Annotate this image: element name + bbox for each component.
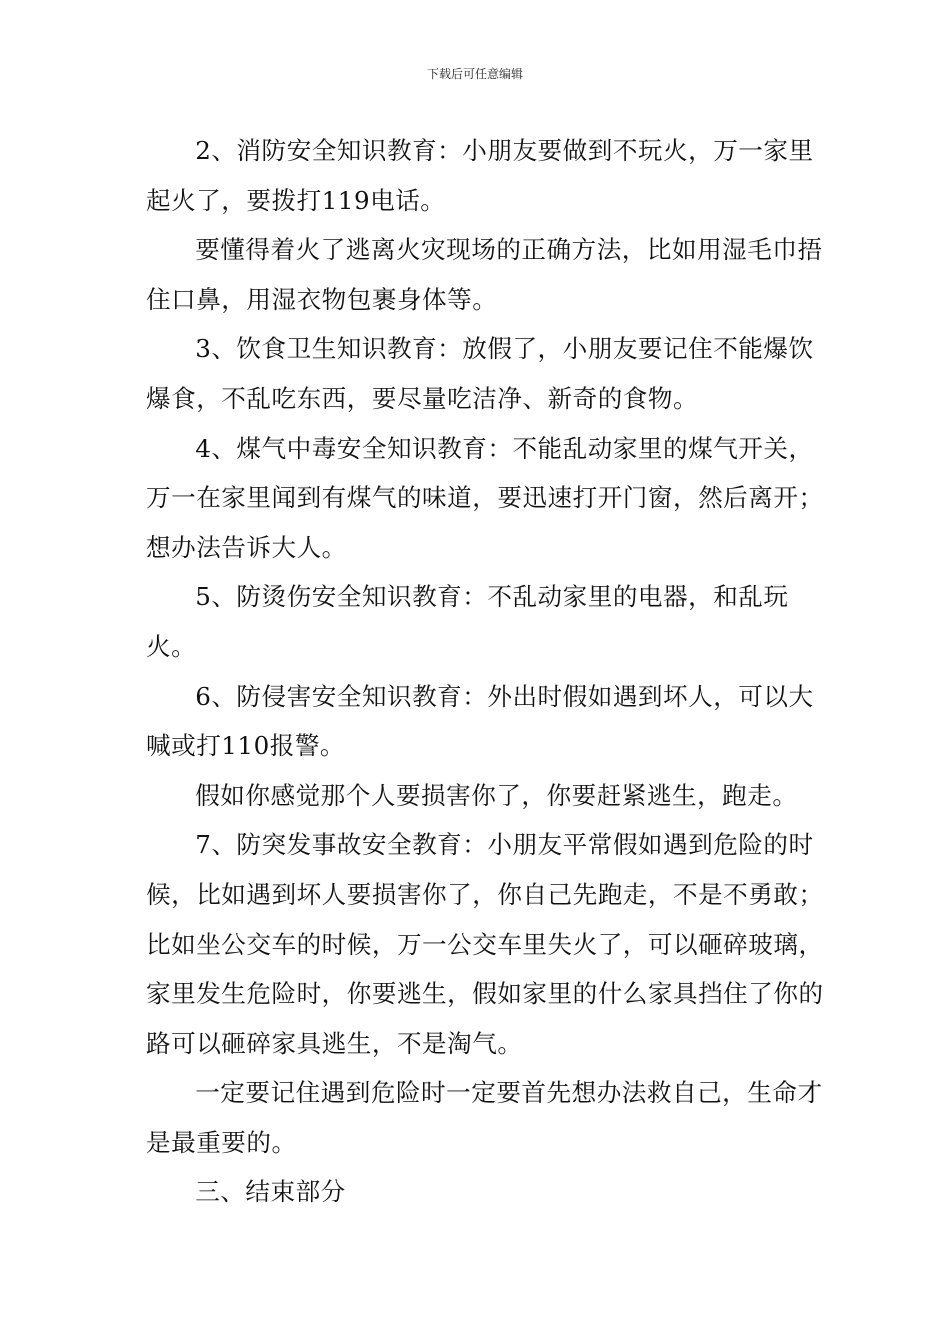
paragraph-gas-poisoning: 4、煤气中毒安全知识教育：不能乱动家里的煤气开关，万一在家里闻到有煤气的味道，要迅速打开门窗，然后离开；想办法告诉大人。 [146,433,824,562]
document-body [146,126,826,1217]
page-header: 下载后可任意编辑 [426,67,523,81]
section-heading-conclusion: 三、结束部分 [195,1177,346,1207]
paragraph-emergency-safety: 7、防突发事故安全教育：小朋友平常假如遇到危险的时候，比如遇到坏人要损害你了，你自己先跑走，不是不勇敢；比如坐公交车的时候，万一公交车里失火了，可以砸碎玻璃，家里发生危险时，你要逃生，假如家里的什么家具挡住了你的路可以砸碎家具逃生，不是淘气。 [146,830,824,1058]
paragraph-burn-prevention: 5、防烫伤安全知识教育：不乱动家里的电器，和乱玩火。 [146,582,789,661]
paragraph-self-rescue: 一定要记住遇到危险时一定要首先想办法救自己，生命才是最重要的。 [146,1078,823,1157]
paragraph-fire-safety: 2、消防安全知识教育：小朋友要做到不玩火，万一家里起火了，要拨打119电话。 [146,136,814,215]
paragraph-harm-prevention: 6、防侵害安全知识教育：外出时假如遇到坏人，可以大喊或打110报警。 [146,681,814,761]
paragraph-escape-advice: 假如你感觉那个人要损害你了，你要赶紧逃生，跑走。 [195,780,798,810]
paragraph-food-hygiene: 3、饮食卫生知识教育：放假了，小朋友要记住不能爆饮爆食，不乱吃东西，要尽量吃洁净、新奇的食物。 [146,334,814,413]
paragraph-fire-escape: 要懂得着火了逃离火灾现场的正确方法，比如用湿毛巾捂住口鼻，用湿衣物包裹身体等。 [146,235,823,314]
